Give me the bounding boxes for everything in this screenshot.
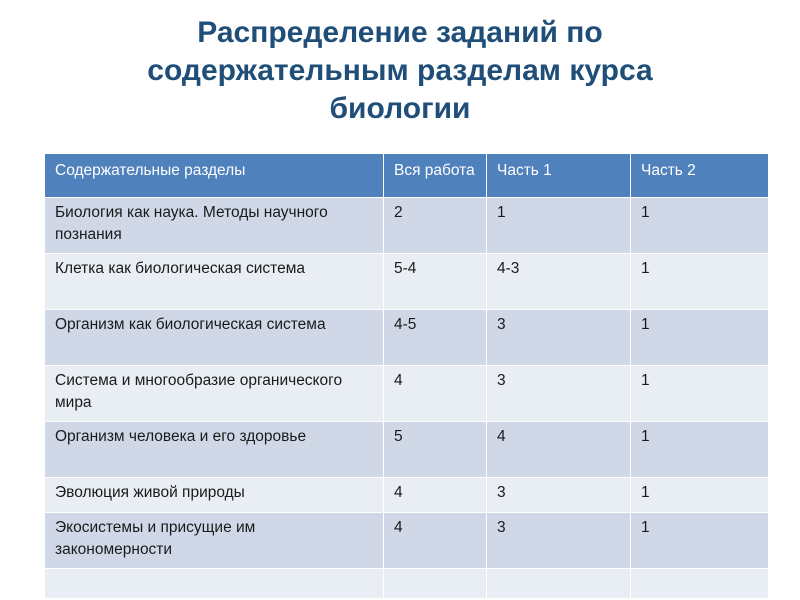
part-1-cell: 3 xyxy=(487,513,631,569)
part-1-cell: 1 xyxy=(487,198,631,254)
part-1-cell: 4-3 xyxy=(487,254,631,310)
section-name-cell: Система и многообразие органического мира xyxy=(45,366,384,422)
part-2-cell: 1 xyxy=(631,310,769,366)
part-1-cell: 3 xyxy=(487,478,631,513)
title-line-1: Распределение заданий по xyxy=(197,16,603,49)
section-name-cell: Организм человека и его здоровье xyxy=(45,422,384,478)
title-line-2: содержательным разделам курса xyxy=(147,54,653,87)
header-whole-work: Вся работа xyxy=(384,154,487,198)
section-name-cell: Клетка как биологическая система xyxy=(45,254,384,310)
whole-work-cell: 5 xyxy=(384,422,487,478)
title-line-3: биологии xyxy=(329,92,471,125)
header-part-1: Часть 1 xyxy=(487,154,631,198)
part-1-cell xyxy=(487,569,631,599)
table-row xyxy=(45,513,769,569)
whole-work-cell: 4-5 xyxy=(384,310,487,366)
table-row xyxy=(45,422,769,478)
whole-work-cell: 4 xyxy=(384,366,487,422)
section-name-cell: Эволюция живой природы xyxy=(45,478,384,513)
part-1-cell: 4 xyxy=(487,422,631,478)
part-2-cell: 1 xyxy=(631,513,769,569)
header-part-2: Часть 2 xyxy=(631,154,769,198)
table-row xyxy=(45,254,769,310)
part-2-cell: 1 xyxy=(631,254,769,310)
whole-work-cell: 2 xyxy=(384,198,487,254)
part-2-cell: 1 xyxy=(631,478,769,513)
distribution-table xyxy=(44,153,769,599)
whole-work-cell: 4 xyxy=(384,513,487,569)
section-name-cell: Экосистемы и присущие им закономерности xyxy=(45,513,384,569)
whole-work-cell: 4 xyxy=(384,478,487,513)
table-row xyxy=(45,478,769,513)
section-name-cell: Организм как биологическая система xyxy=(45,310,384,366)
header-sections: Содержательные разделы xyxy=(45,154,384,198)
table-row xyxy=(45,310,769,366)
table-row xyxy=(45,198,769,254)
part-2-cell: 1 xyxy=(631,422,769,478)
whole-work-cell xyxy=(384,569,487,599)
table-row xyxy=(45,569,769,599)
part-1-cell: 3 xyxy=(487,366,631,422)
whole-work-cell: 5-4 xyxy=(384,254,487,310)
page-title xyxy=(0,14,800,128)
section-name-cell: Биология как наука. Методы научного познания xyxy=(45,198,384,254)
part-1-cell: 3 xyxy=(487,310,631,366)
part-2-cell xyxy=(631,569,769,599)
table-row xyxy=(45,366,769,422)
part-2-cell: 1 xyxy=(631,366,769,422)
part-2-cell: 1 xyxy=(631,198,769,254)
table-header-row xyxy=(45,154,769,198)
section-name-cell xyxy=(45,569,384,599)
